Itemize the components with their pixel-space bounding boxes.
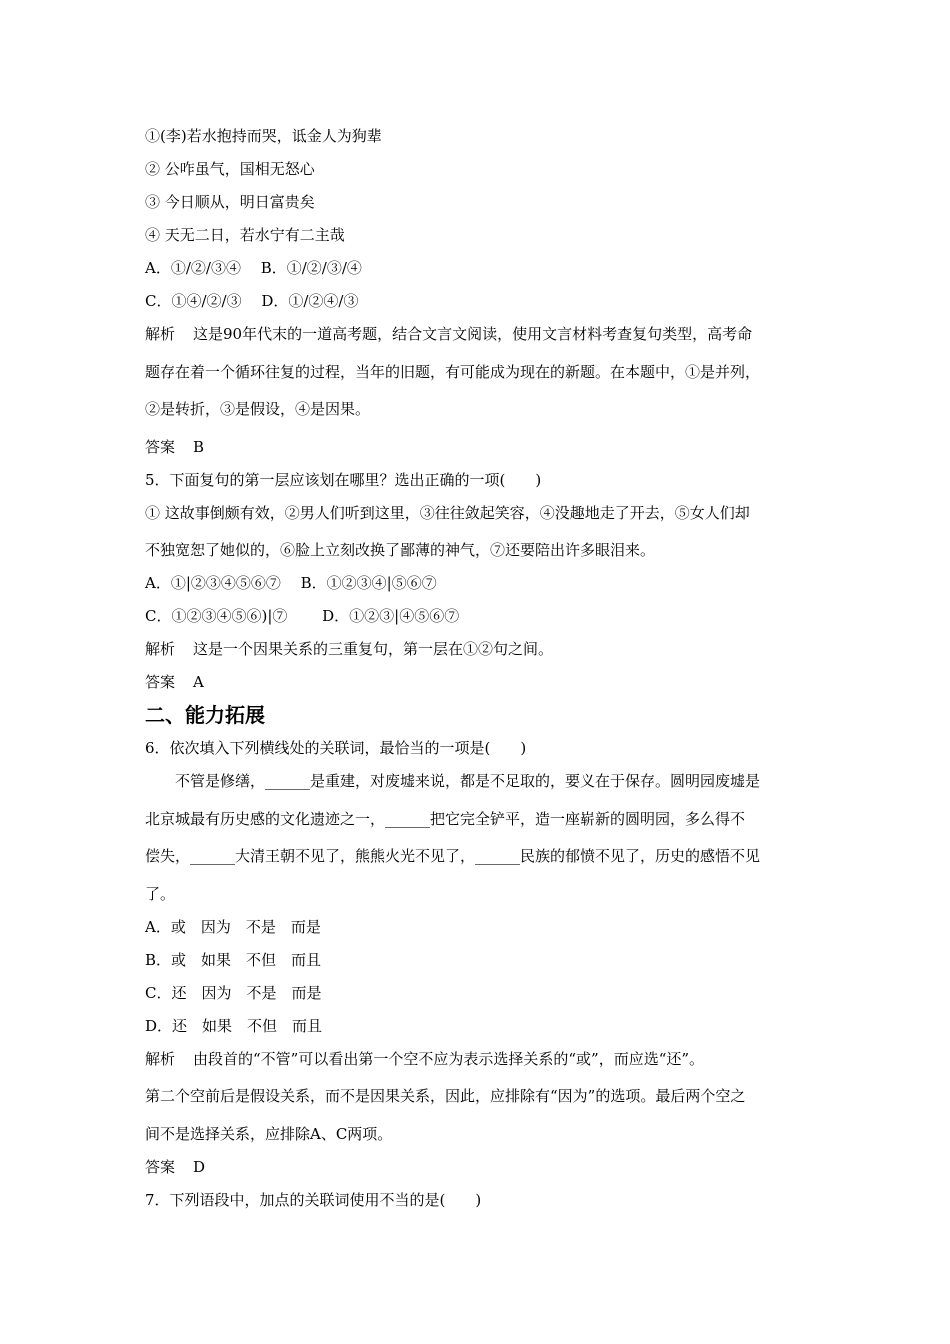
q4-item-1: ①(李)若水抱持而哭，诋金人为狗辈 [145, 127, 382, 145]
q6-answer [145, 1151, 810, 1184]
q4-option-cd: C．①④/②/③ D．①/②④/③ [145, 292, 359, 310]
q6-analysis-line-3: 间不是选择关系，应排除A、C两项。 [145, 1124, 393, 1143]
q5-text-line-2: 不独宽恕了她似的，⑥脸上立刻改换了鄙薄的神气，⑦还要陪出许多眼泪来。 [145, 541, 656, 559]
q5-option-cd: C．①②③④⑤⑥)|⑦ D．①②③|④⑤⑥⑦ [145, 607, 460, 625]
q5-analysis [145, 633, 810, 666]
q6-passage-line-2: 北京城最有历史感的文化遗迹之一，______把它完全铲平，造一座崭新的圆明园，多么得不 [145, 809, 746, 828]
q4-analysis-line-2: 题存在着一个循环往复的过程，当年的旧题，有可能成为现在的新题。在本题中，①是并列， [145, 362, 761, 381]
analysis-label: 解析 [145, 1049, 176, 1068]
q6-passage-line-1: 不管是修缮，______是重建，对废墟来说，都是不足取的，要义在于保存。圆明园废墟是 [175, 772, 761, 790]
q6-option-a: A．或 因为 不是 而是 [145, 917, 321, 936]
answer-value: B [193, 437, 205, 456]
q6-analysis-line-1 [145, 1043, 810, 1081]
q6-passage-line-4: 了。 [145, 884, 176, 903]
q6-stem: 6．依次填入下列横线处的关联词，最恰当的一项是( ) [145, 739, 527, 757]
q5-block [145, 464, 810, 700]
q4-analysis-line-1 [145, 318, 810, 356]
answer-label: 答案 [145, 437, 176, 456]
q6-block [145, 732, 810, 1184]
q5-answer [145, 666, 810, 699]
q6-option-c: C．还 因为 不是 而是 [145, 983, 322, 1002]
analysis-label: 解析 [145, 640, 176, 658]
q4-block [145, 120, 810, 464]
analysis-text: 这是一个因果关系的三重复句，第一层在①②句之间。 [193, 640, 554, 658]
section-heading: 二、能力拓展 [145, 703, 265, 727]
answer-value: D [193, 1157, 206, 1176]
q4-analysis-line-3: ②是转折，③是假设，④是因果。 [145, 400, 371, 418]
q7-block [145, 1184, 810, 1217]
q4-option-ab: A．①/②/③④ B．①/②/③/④ [145, 259, 362, 277]
answer-value: A [193, 673, 204, 691]
q6-option-b: B．或 如果 不但 而且 [145, 950, 322, 969]
q4-item-4: ④ 天无二日，若水宁有二主哉 [145, 226, 345, 244]
analysis-label: 解析 [145, 325, 176, 343]
analysis-text: 这是90年代末的一道高考题，结合文言文阅读，使用文言材料考查复句类型，高考命 [193, 325, 753, 343]
q4-item-3: ③ 今日顺从，明日富贵矣 [145, 193, 315, 211]
q5-stem: 5．下面复句的第一层应该划在哪里？选出正确的一项( ) [145, 470, 542, 489]
answer-label: 答案 [145, 1157, 176, 1176]
q5-text-line-1: ① 这故事倒颇有效，②男人们听到这里，③往往敛起笑容，④没趣地走了开去，⑤女人们却 [145, 503, 750, 522]
q4-answer [145, 431, 810, 464]
answer-label: 答案 [145, 673, 176, 691]
q6-option-d: D．还 如果 不但 而且 [145, 1016, 323, 1035]
q4-item-2: ② 公咋虽气，国相无怒心 [145, 160, 315, 178]
q6-analysis-line-2: 第二个空前后是假设关系，而不是因果关系，因此，应排除有“因为”的选项。最后两个空之 [145, 1087, 746, 1105]
analysis-text: 由段首的“不管”可以看出第一个空不应为表示选择关系的“或”，而应选“还”。 [193, 1049, 705, 1068]
document-page [145, 120, 810, 1217]
q6-passage-line-3: 偿失，______大清王朝不见了，熊熊火光不见了，______民族的郁愤不见了，历史的感悟不见 [145, 847, 761, 865]
q5-option-ab: A．①|②③④⑤⑥⑦ B．①②③④|⑤⑥⑦ [145, 574, 437, 592]
q7-stem: 7．下列语段中，加点的关联词使用不当的是( ) [145, 1190, 482, 1209]
